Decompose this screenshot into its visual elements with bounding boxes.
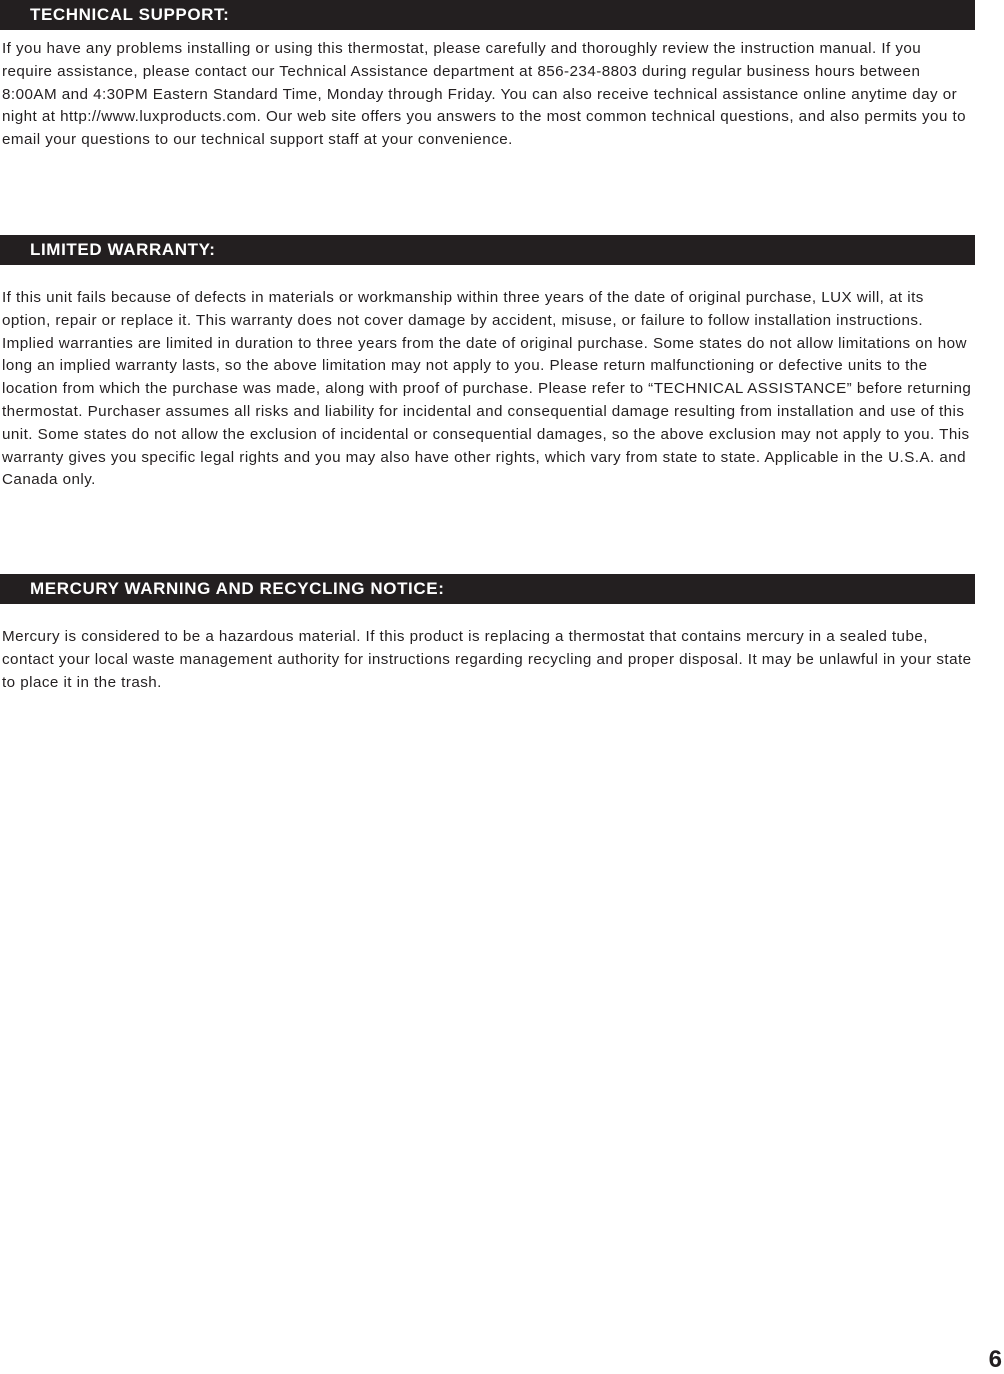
technical-support-section bbox=[0, 0, 975, 152]
page-number: 6 bbox=[988, 1346, 1002, 1373]
technical-support-text: If you have any problems installing or using this thermostat, please carefully and thoroughly review the instruction manual. If you require assistance, please contact our Technical Assistance department at 856-234-8803 during regular business hours between 8:00AM and 4:30PM Eastern Standard Time, Monday through Friday. You can also receive technical assistance online anytime day or night at http://www.luxproducts.com. Our web site offers you answers to the most common technical questions, and also permits you to email your questions to our technical support staff at your convenience. bbox=[2, 40, 967, 149]
limited-warranty-text: If this unit fails because of defects in materials or workmanship within three years of the date of original purchase, LUX will, at its option, repair or replace it. This warranty does not cover damage by accident, misuse, or failure to follow installation instructions. Implied warranties are limited in duration to three years from the date of original purchase. Some states do not allow limitations on how long an implied warranty lasts, so the above limitation may not apply to you. Please return malfunctioning or defective units to the location from which the purchase was made, along with proof of purchase. Please refer to “TECHNICAL ASSISTANCE” before returning thermostat. Purchaser assumes all risks and liability for incidental and consequential damage resulting from installation and use of this unit. Some states do not allow the exclusion of incidental or consequential damages, so the above exclusion may not apply to you. This warranty gives you specific legal rights and you may also have other rights, which vary from state to state. Applicable in the U.S.A. and Canada only. bbox=[2, 289, 972, 489]
technical-support-header-bar bbox=[0, 0, 975, 30]
technical-support-heading: TECHNICAL SUPPORT: bbox=[30, 5, 230, 24]
mercury-warning-header-bar bbox=[0, 574, 975, 604]
mercury-warning-text: Mercury is considered to be a hazardous material. If this product is replacing a thermostat that contains mercury in a sealed tube, contact your local waste management authority for instructions regarding recycling and proper disposal. It may be unlawful in your state to place it in the trash. bbox=[2, 628, 972, 691]
limited-warranty-heading: LIMITED WARRANTY: bbox=[30, 240, 216, 259]
mercury-warning-section bbox=[0, 574, 975, 694]
limited-warranty-header-bar bbox=[0, 235, 975, 265]
mercury-warning-heading: MERCURY WARNING AND RECYCLING NOTICE: bbox=[30, 579, 445, 598]
limited-warranty-section bbox=[0, 235, 975, 492]
